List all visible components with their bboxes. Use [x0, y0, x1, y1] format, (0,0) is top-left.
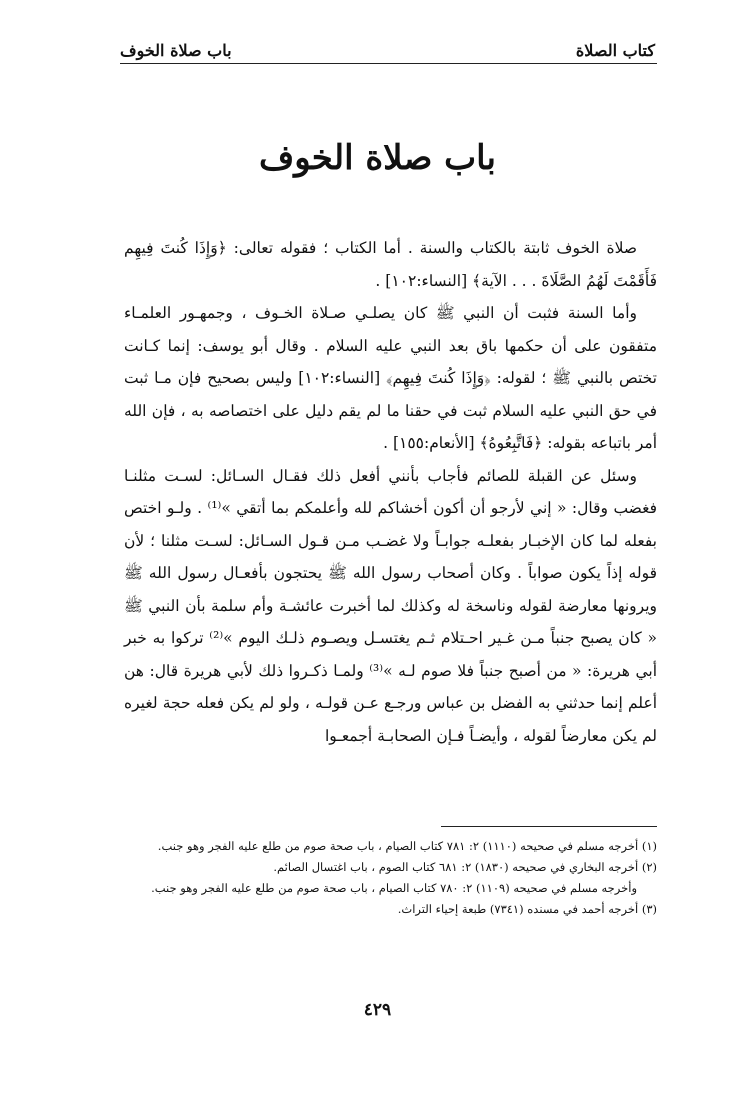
- footnote-2: (٢) أخرجه البخاري في صحيحه (١٨٣٠) ٢: ٦٨١ كتاب الصوم ، باب اغتسال الصائم.: [273, 860, 657, 874]
- header-book-title: كتاب الصلاة: [575, 41, 655, 60]
- footnote-1: (١) أخرجه مسلم في صحيحه (١١١٠) ٢: ٧٨١ كتاب الصيام ، باب صحة صوم من طلع عليه الفجر وهو جنب.: [157, 839, 657, 853]
- footnotes: [124, 836, 657, 920]
- footnote-rule: [441, 826, 657, 827]
- paragraph-1: صلاة الخوف ثابتة بالكتاب والسنة . أما الكتاب ؛ فقوله تعالى: ﴿وَإِذَا كُنتَ فِيهِم فَأَقَمْتَ لَهُمُ الصَّلَاةَ . . . الآية﴾ [النساء:١٠٢] .: [124, 239, 657, 290]
- footnote-2-continued: وأخرجه مسلم في صحيحه (١١٠٩) ٢: ٧٨٠ كتاب الصيام ، باب صحة صوم من طلع عليه الفجر وهو جنب.: [151, 881, 637, 895]
- chapter-title: باب صلاة الخوف: [258, 138, 497, 178]
- header-chapter-title: باب صلاة الخوف: [120, 41, 232, 60]
- paragraph-3: وسئل عن القبلة للصائم فأجاب بأنني أفعل ذلك فقـال السـائل: لسـت مثلنـا فغضب وقال: « إني لأرجو أن أكون أخشاكم لله وأعلمكم بما أتقي »⁽¹⁾ . ولـو اختص بفعله لما كان الإخبـار بفعلـه جوابـاً ولا غضـب مـن قـول السـائل: لسـت مثلنا ؛ لأن قوله إذاً يكون صواباً . وكان أصحاب رسول الله ﷺ يحتجون بأفعـال رسول الله ﷺ ويرونها معارضة لقوله وناسخة له وكذلك لما أخبرت عائشـة وأم سلمة بأن النبي ﷺ « كان يصبح جنباً مـن غـير احـتلام ثـم يغتسـل ويصـوم ذلـك اليوم »⁽²⁾ تركوا به خبر أبي هريرة: « من أصبح جنباً فلا صوم لـه »⁽³⁾ ولمـا ذكـروا ذلك لأبي هريرة قال: هن أعلم إنما حدثني به الفضل بن عباس ورجـع عـن قولـه ، ولو لم يكن فعله حجة لغيره لم يكن معارضاً لقوله ، وأيضـاً فـإن الصحابـة أجمعـوا: [124, 466, 658, 745]
- page-number: ٤٢٩: [363, 1000, 392, 1020]
- footnote-3: (٣) أخرجه أحمد في مسنده (٧٣٤١) طبعة إحياء التراث.: [397, 902, 657, 916]
- running-header: [120, 30, 655, 60]
- main-text: [124, 232, 657, 752]
- paragraph-2: وأما السنة فثبت أن النبي ﷺ كان يصلـي صـلاة الخـوف ، وجمهـور العلمـاء متفقون على أن حكمها باق بعد النبي عليه السلام . وقال أبو يوسف: إنما كـانت تختص بالنبي ﷺ ؛ لقوله: ﴿وَإِذَا كُنتَ فِيهِم﴾ [النساء:١٠٢] وليس بصحيح فإن مـا ثبت في حق النبي عليه السلام ثبت في حقنا ما لم يقم دليل على اختصاصه به ، فإن الله أمر باتباعه بقوله: ﴿فَاتَّبِعُوهُ﴾ [الأنعام:١٥٥] .: [124, 304, 657, 452]
- header-rule: [120, 63, 657, 64]
